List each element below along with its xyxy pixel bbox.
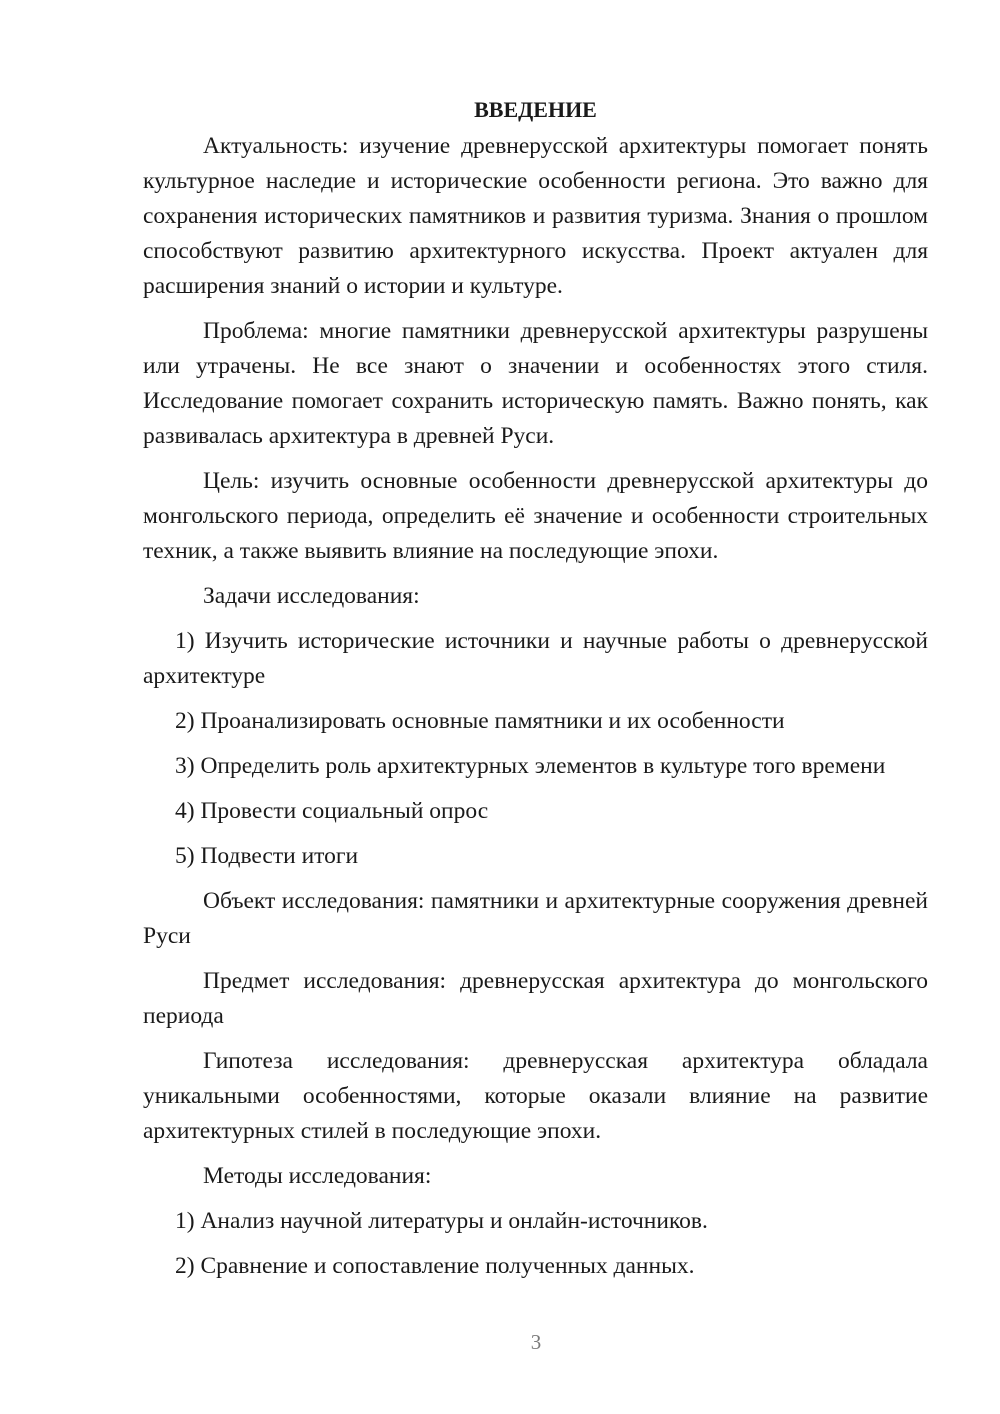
problem-paragraph: Проблема: многие памятники древнерусской архитектуры разрушены или утрачены. Не все знают о значении и особенностях этого стиля. Исследование помогает сохранить историческую память. Важно понять, как развивалась архитектура в древней Руси. bbox=[143, 318, 928, 449]
document-page bbox=[143, 94, 928, 1294]
list-item: 3) Определить роль архитектурных элементов в культуре того времени bbox=[175, 753, 886, 779]
methods-heading: Методы исследования: bbox=[203, 1163, 432, 1189]
list-item: 1) Анализ научной литературы и онлайн-источников. bbox=[175, 1208, 708, 1234]
subject-paragraph: Предмет исследования: древнерусская архитектура до монгольского периода bbox=[143, 968, 928, 1029]
list-item: 2) Проанализировать основные памятники и их особенности bbox=[175, 708, 785, 734]
tasks-heading: Задачи исследования: bbox=[203, 583, 420, 609]
tasks-list bbox=[143, 624, 928, 874]
methods-list bbox=[143, 1204, 928, 1284]
list-item: 2) Сравнение и сопоставление полученных данных. bbox=[175, 1253, 695, 1279]
page-title: ВВЕДЕНИЕ bbox=[474, 97, 597, 122]
list-item: 5) Подвести итоги bbox=[175, 843, 359, 869]
relevance-paragraph: Актуальность: изучение древнерусской архитектуры помогает понять культурное наследие и исторические особенности региона. Это важно для сохранения исторических памятников и развития туризма. Знания о прошлом способствуют развитию архитектурного искусства. Проект актуален для расширения знаний о истории и культуре. bbox=[143, 133, 928, 299]
object-paragraph: Объект исследования: памятники и архитектурные сооружения древней Руси bbox=[143, 888, 928, 949]
list-item: 1) Изучить исторические источники и научные работы о древнерусской архитектуре bbox=[143, 628, 928, 689]
hypothesis-paragraph: Гипотеза исследования: древнерусская архитектура обладала уникальными особенностями, которые оказали влияние на развитие архитектурных стилей в последующие эпохи. bbox=[143, 1048, 928, 1144]
list-item: 4) Провести социальный опрос bbox=[175, 798, 489, 824]
goal-paragraph: Цель: изучить основные особенности древнерусской архитектуры до монгольского периода, определить её значение и особенности строительных техник, а также выявить влияние на последующие эпохи. bbox=[143, 468, 928, 564]
page-number: 3 bbox=[530, 1330, 542, 1354]
